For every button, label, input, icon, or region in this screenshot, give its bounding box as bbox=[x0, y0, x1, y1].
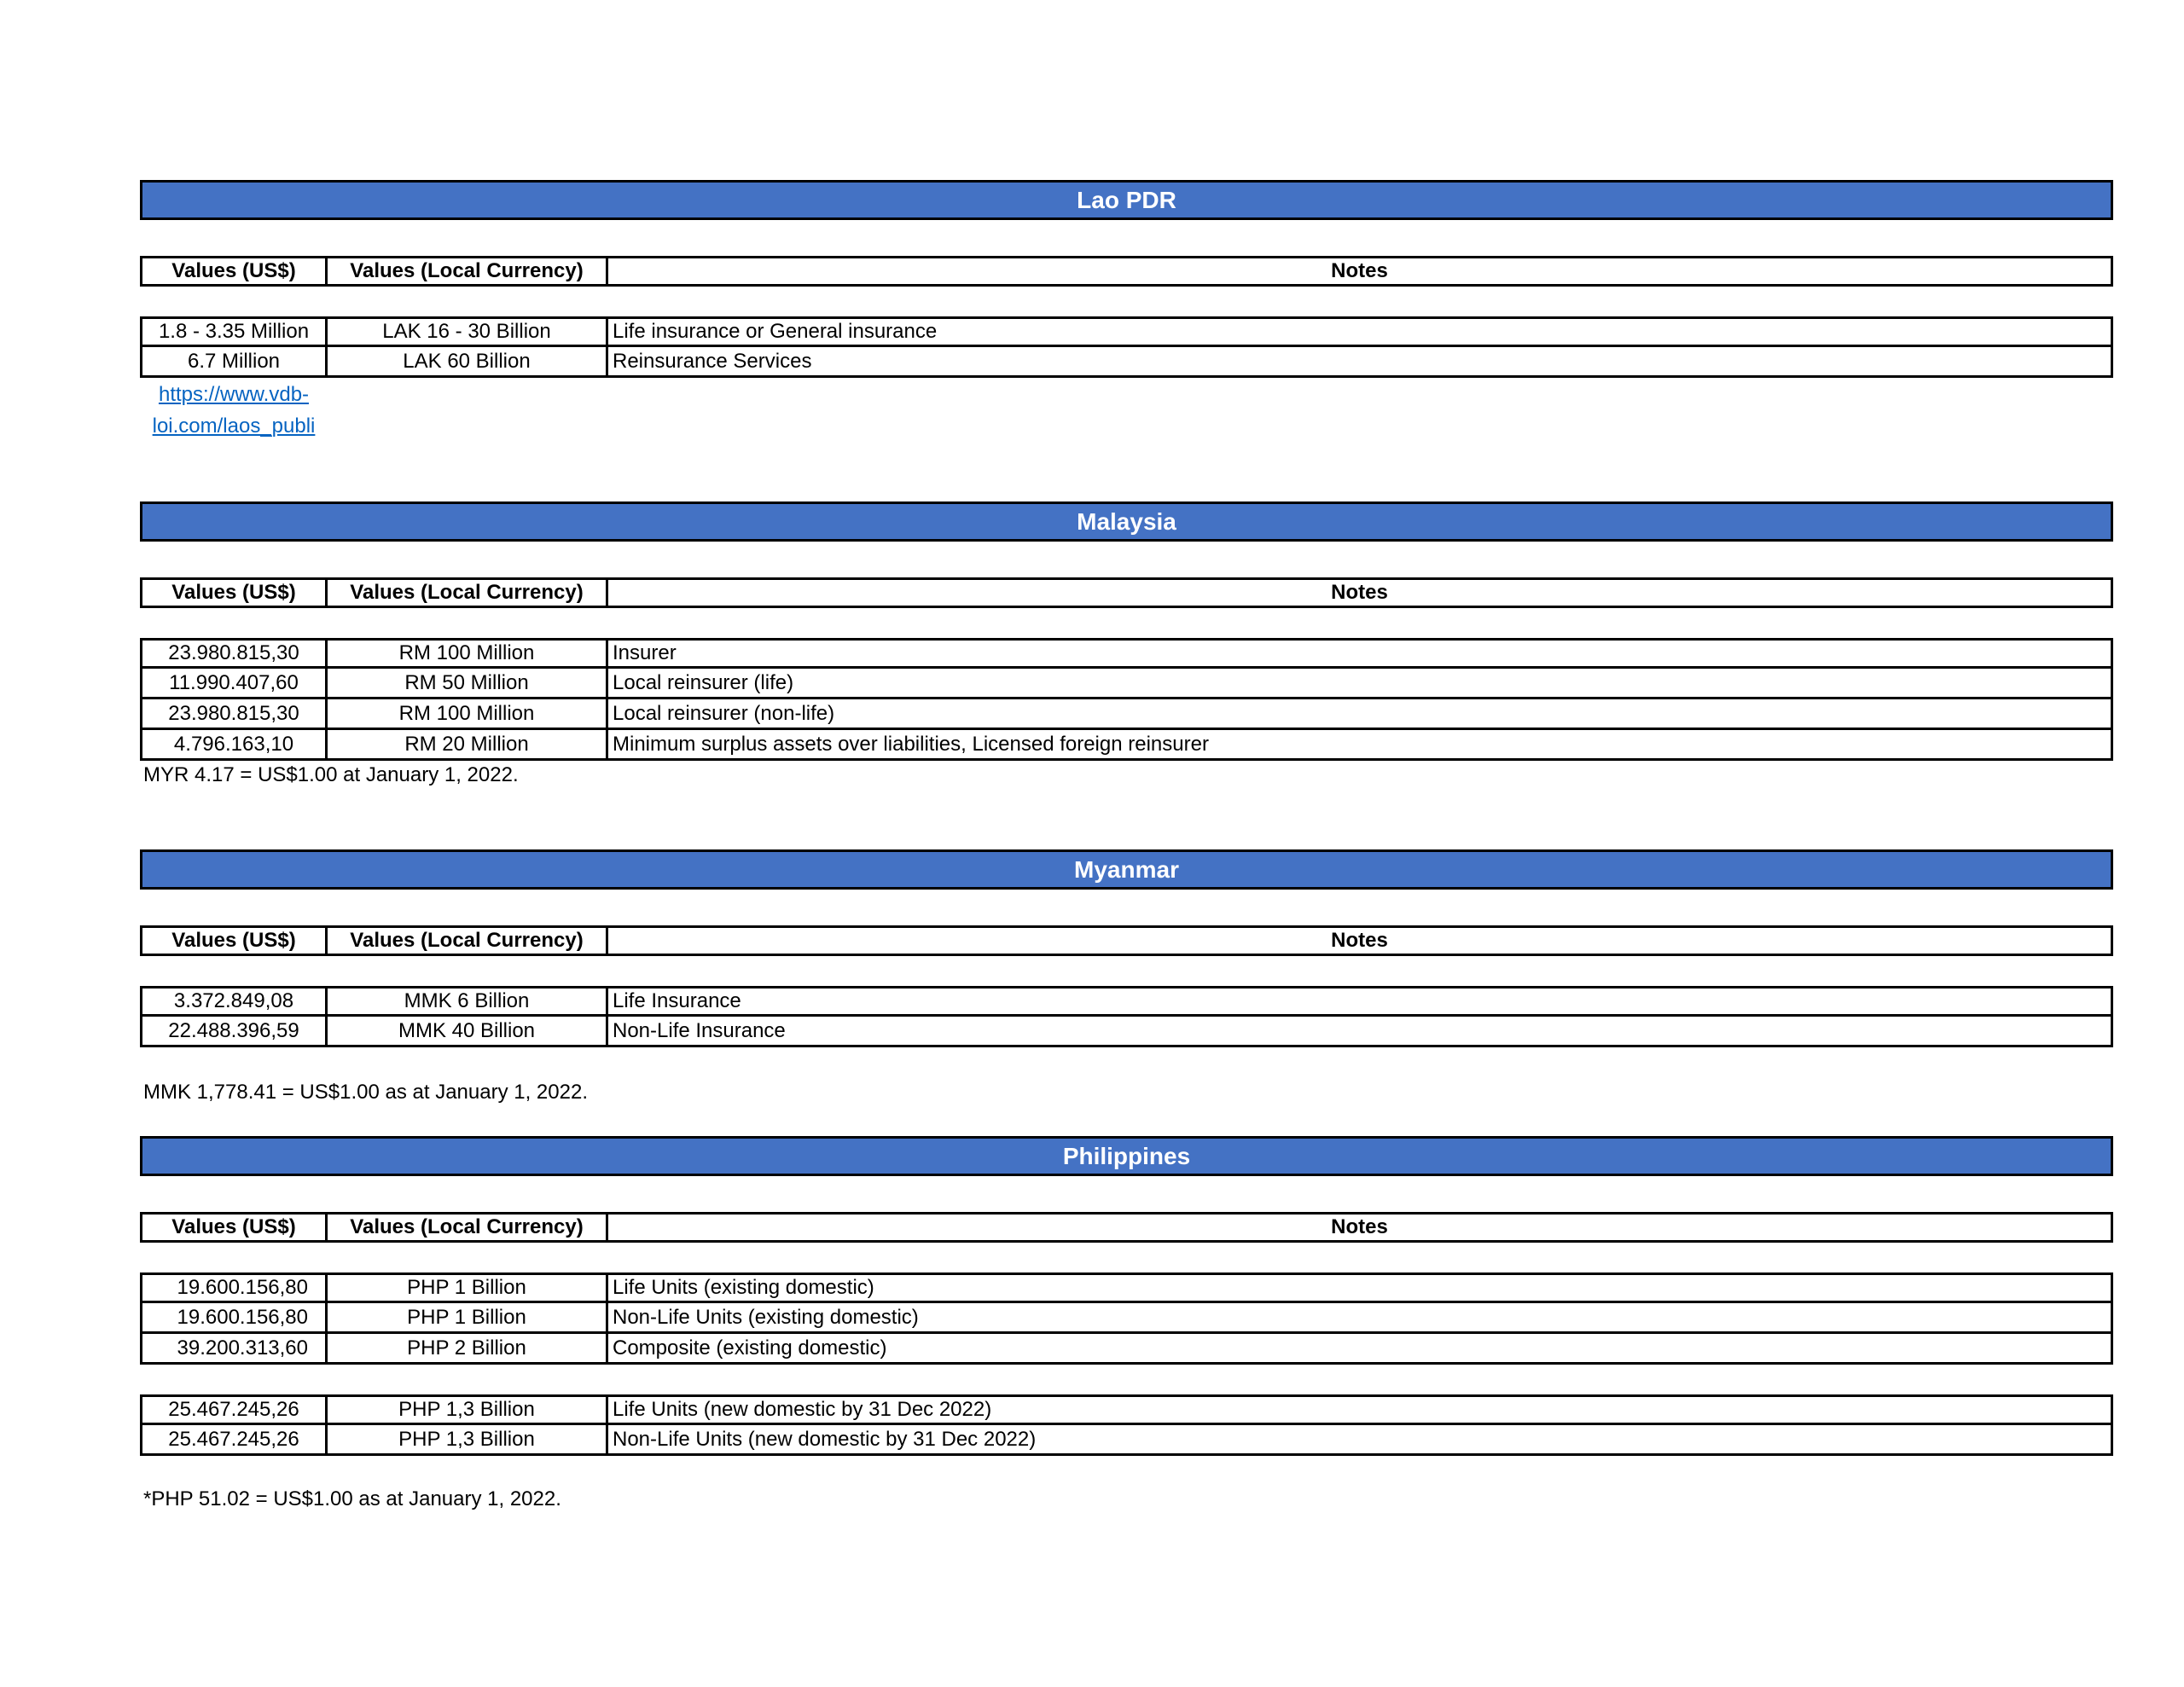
table-row bbox=[140, 699, 2113, 730]
section-banner-lao: Lao PDR bbox=[140, 180, 2113, 220]
table-row bbox=[140, 730, 2113, 761]
header-values-usd: Values (US$) bbox=[140, 925, 328, 956]
header-notes: Notes bbox=[606, 256, 2113, 287]
table-row bbox=[140, 1334, 2113, 1365]
section-banner-philippines: Philippines bbox=[140, 1136, 2113, 1176]
table-row bbox=[140, 1272, 2113, 1303]
exchange-rate-footnote: MYR 4.17 = US$1.00 at January 1, 2022. bbox=[143, 763, 519, 786]
cell-usd: 25.467.245,26 bbox=[140, 1425, 328, 1456]
cell-local: PHP 1,3 Billion bbox=[325, 1425, 608, 1456]
cell-usd: 19.600.156,80 bbox=[140, 1303, 328, 1334]
cell-usd: 11.990.407,60 bbox=[140, 669, 328, 699]
table-header-row bbox=[140, 256, 2113, 287]
cell-usd: 23.980.815,30 bbox=[140, 638, 328, 669]
table-row bbox=[140, 347, 2113, 378]
cell-local: LAK 60 Billion bbox=[325, 347, 608, 378]
header-values-usd: Values (US$) bbox=[140, 1212, 328, 1243]
header-values-local: Values (Local Currency) bbox=[325, 1212, 608, 1243]
cell-note: Life Insurance bbox=[606, 986, 2113, 1017]
table-header-row bbox=[140, 577, 2113, 608]
source-link[interactable] bbox=[140, 379, 328, 442]
cell-usd: 19.600.156,80 bbox=[140, 1272, 328, 1303]
cell-note: Insurer bbox=[606, 638, 2113, 669]
exchange-rate-footnote: *PHP 51.02 = US$1.00 as at January 1, 2022. bbox=[143, 1487, 561, 1510]
cell-usd: 1.8 - 3.35 Million bbox=[140, 316, 328, 347]
table-row bbox=[140, 986, 2113, 1017]
cell-note: Non-Life Units (new domestic by 31 Dec 2022) bbox=[606, 1425, 2113, 1456]
cell-note: Life Units (existing domestic) bbox=[606, 1272, 2113, 1303]
header-values-local: Values (Local Currency) bbox=[325, 256, 608, 287]
section-banner-myanmar: Myanmar bbox=[140, 849, 2113, 890]
header-notes: Notes bbox=[606, 1212, 2113, 1243]
table-row bbox=[140, 669, 2113, 699]
cell-note: Local reinsurer (life) bbox=[606, 669, 2113, 699]
cell-local: PHP 1,3 Billion bbox=[325, 1394, 608, 1425]
cell-note: Non-Life Insurance bbox=[606, 1017, 2113, 1047]
cell-usd: 6.7 Million bbox=[140, 347, 328, 378]
exchange-rate-footnote: MMK 1,778.41 = US$1.00 as at January 1, 2022. bbox=[143, 1081, 588, 1104]
cell-usd: 39.200.313,60 bbox=[140, 1334, 328, 1365]
cell-local: RM 20 Million bbox=[325, 730, 608, 761]
cell-local: MMK 6 Billion bbox=[325, 986, 608, 1017]
source-link-line-2[interactable]: loi.com/laos_publi bbox=[152, 415, 316, 438]
cell-note: Reinsurance Services bbox=[606, 347, 2113, 378]
cell-usd: 4.796.163,10 bbox=[140, 730, 328, 761]
cell-local: RM 100 Million bbox=[325, 638, 608, 669]
header-values-usd: Values (US$) bbox=[140, 256, 328, 287]
cell-note: Life Units (new domestic by 31 Dec 2022) bbox=[606, 1394, 2113, 1425]
table-row bbox=[140, 1303, 2113, 1334]
section-banner-malaysia: Malaysia bbox=[140, 501, 2113, 542]
cell-local: RM 50 Million bbox=[325, 669, 608, 699]
cell-local: LAK 16 - 30 Billion bbox=[325, 316, 608, 347]
cell-note: Local reinsurer (non-life) bbox=[606, 699, 2113, 730]
cell-usd: 22.488.396,59 bbox=[140, 1017, 328, 1047]
table-header-row bbox=[140, 1212, 2113, 1243]
header-notes: Notes bbox=[606, 577, 2113, 608]
header-notes: Notes bbox=[606, 925, 2113, 956]
header-values-usd: Values (US$) bbox=[140, 577, 328, 608]
cell-local: MMK 40 Billion bbox=[325, 1017, 608, 1047]
header-values-local: Values (Local Currency) bbox=[325, 925, 608, 956]
table-header-row bbox=[140, 925, 2113, 956]
source-link-line-1[interactable]: https://www.vdb- bbox=[158, 383, 310, 406]
cell-local: PHP 1 Billion bbox=[325, 1272, 608, 1303]
cell-usd: 25.467.245,26 bbox=[140, 1394, 328, 1425]
cell-note: Composite (existing domestic) bbox=[606, 1334, 2113, 1365]
table-row bbox=[140, 316, 2113, 347]
cell-local: RM 100 Million bbox=[325, 699, 608, 730]
cell-note: Minimum surplus assets over liabilities, Licensed foreign reinsurer bbox=[606, 730, 2113, 761]
cell-note: Non-Life Units (existing domestic) bbox=[606, 1303, 2113, 1334]
table-row bbox=[140, 1425, 2113, 1456]
cell-note: Life insurance or General insurance bbox=[606, 316, 2113, 347]
table-row bbox=[140, 1394, 2113, 1425]
header-values-local: Values (Local Currency) bbox=[325, 577, 608, 608]
table-row bbox=[140, 638, 2113, 669]
cell-local: PHP 2 Billion bbox=[325, 1334, 608, 1365]
cell-usd: 3.372.849,08 bbox=[140, 986, 328, 1017]
table-row bbox=[140, 1017, 2113, 1047]
cell-usd: 23.980.815,30 bbox=[140, 699, 328, 730]
cell-local: PHP 1 Billion bbox=[325, 1303, 608, 1334]
